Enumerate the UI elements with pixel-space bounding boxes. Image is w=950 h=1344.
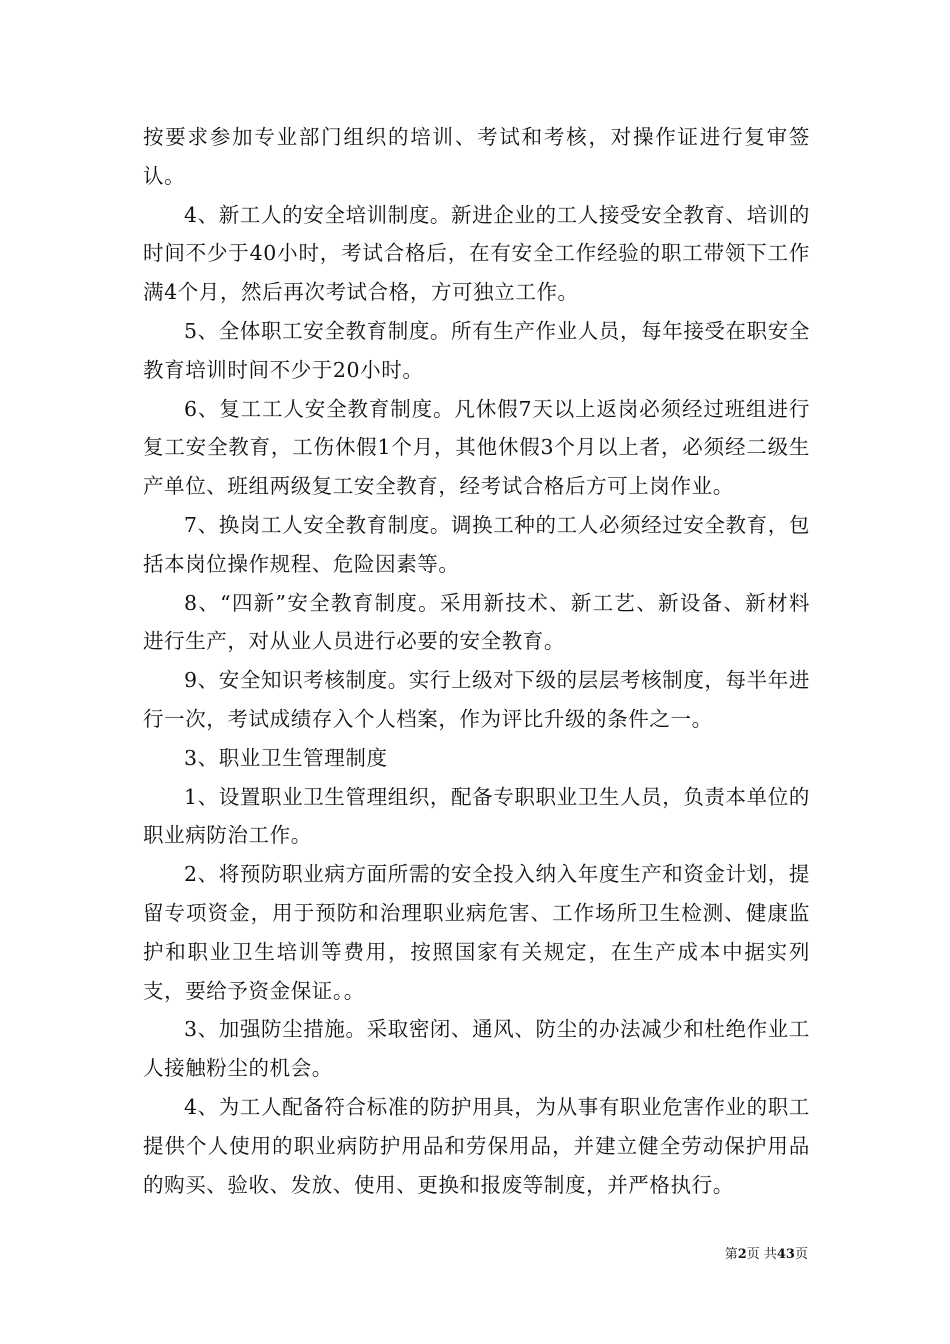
footer-middle: 页 共 (746, 1247, 777, 1262)
paragraph-6: 8、“四新”安全教育制度。采用新技术、新工艺、新设备、新材料进行生产，对从业人员进行必要的安全教育。 (143, 590, 810, 654)
section-heading: 3、职业卫生管理制度 (184, 745, 388, 770)
paragraph-10: 2、将预防职业病方面所需的安全投入纳入年度生产和资金计划，提留专项资金，用于预防和治理职业病危害、工作场所卫生检测、健康监护和职业卫生培训等费用，按照国家有关规定，在生产成本中据实列支，要给予资金保证。。 (143, 862, 810, 1003)
footer-total-pages: 43 (776, 1247, 795, 1262)
paragraph-3: 5、全体职工安全教育制度。所有生产作业人员，每年接受在职安全教育培训时间不少于20小时。 (143, 318, 810, 382)
paragraph-12: 4、为工人配备符合标准的防护用具，为从事有职业危害作业的职工提供个人使用的职业病防护用品和劳保用品，并建立健全劳动保护用品的购买、验收、发放、使用、更换和报废等制度，并严格执行。 (143, 1094, 810, 1197)
paragraph-7: 9、安全知识考核制度。实行上级对下级的层层考核制度，每半年进行一次，考试成绩存入个人档案，作为评比升级的条件之一。 (143, 668, 810, 731)
footer-page-number: 2 (737, 1247, 747, 1262)
paragraph-1: 按要求参加专业部门组织的培训、考试和考核，对操作证进行复审签认。 (143, 125, 810, 188)
paragraph-5: 7、换岗工人安全教育制度。调换工种的工人必须经过安全教育，包括本岗位操作规程、危险因素等。 (143, 512, 810, 576)
page-footer (0, 1246, 808, 1264)
paragraph-11: 3、加强防尘措施。采取密闭、通风、防尘的办法减少和杜绝作业工人接触粉尘的机会。 (143, 1017, 810, 1081)
footer-suffix: 页 (794, 1247, 808, 1262)
footer-prefix: 第 (724, 1247, 738, 1262)
paragraph-4: 6、复工工人安全教育制度。凡休假7天以上返岗必须经过班组进行复工安全教育，工伤休假1个月，其他休假3个月以上者，必须经二级生产单位、班组两级复工安全教育，经考试合格后方可上岗作业。 (143, 396, 810, 499)
paragraph-9: 1、设置职业卫生管理组织，配备专职职业卫生人员，负责本单位的职业病防治工作。 (143, 784, 810, 848)
paragraph-2: 4、新工人的安全培训制度。新进企业的工人接受安全教育、培训的时间不少于40小时，考试合格后，在有安全工作经验的职工带领下工作满4个月，然后再次考试合格，方可独立工作。 (143, 202, 810, 305)
document-body (143, 118, 810, 1204)
